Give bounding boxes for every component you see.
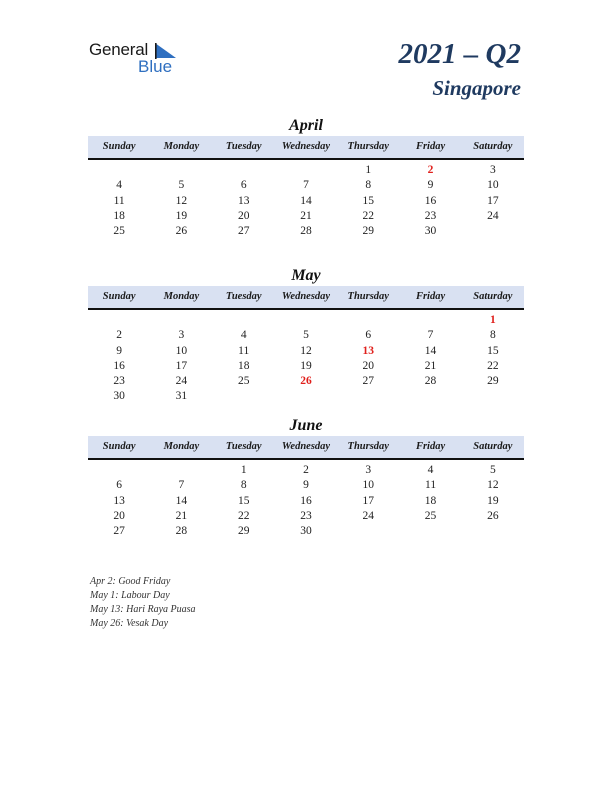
day-cell [88, 163, 150, 178]
holiday-day-cell: 2 [427, 164, 434, 176]
week-row [88, 524, 524, 539]
day-cell: 24 [487, 209, 499, 222]
week-row [88, 463, 524, 478]
day-cell: 7 [303, 179, 309, 192]
day-cell: 8 [240, 479, 247, 492]
day-cell: 13 [113, 494, 125, 507]
day-cell: 19 [487, 494, 499, 507]
weekday-label: Friday [415, 141, 446, 152]
weekday-label: Thursday [347, 441, 389, 452]
day-cell: 10 [362, 479, 375, 492]
weekday-label: Tuesday [225, 291, 262, 302]
day-cell: 21 [300, 209, 312, 222]
day-cell: 13 [237, 194, 250, 207]
day-cell [88, 463, 150, 478]
week-row [88, 194, 524, 209]
weekday-label: Saturday [473, 441, 513, 452]
week-row [88, 224, 524, 239]
day-cell [462, 389, 524, 404]
day-cell: 3 [365, 464, 372, 476]
day-cell: 4 [240, 329, 247, 342]
day-cell: 12 [300, 344, 312, 357]
day-cell: 22 [487, 359, 499, 372]
day-cell [337, 389, 399, 404]
day-cell: 23 [424, 209, 437, 222]
day-cell: 25 [113, 225, 125, 238]
day-cell [275, 389, 337, 404]
weekday-label: Friday [415, 291, 446, 302]
weekday-label: Wednesday [281, 291, 331, 302]
day-cell: 29 [237, 525, 250, 538]
week-row [88, 209, 524, 224]
day-cell: 16 [113, 359, 125, 372]
day-cell: 7 [427, 329, 434, 342]
day-cell: 19 [175, 209, 188, 222]
month-name: April [289, 117, 323, 134]
day-cell: 4 [427, 464, 434, 476]
day-cell [399, 313, 461, 328]
day-cell: 5 [303, 329, 309, 342]
weekday-label: Saturday [473, 141, 513, 152]
day-cell: 15 [237, 494, 250, 507]
day-cell: 6 [240, 179, 247, 192]
day-cell: 24 [175, 375, 188, 388]
week-row [88, 389, 524, 404]
day-cell: 14 [300, 194, 312, 207]
weekday-header [88, 136, 524, 160]
day-cell: 11 [113, 194, 125, 207]
day-cell: 9 [427, 179, 434, 192]
day-cell: 21 [175, 509, 188, 522]
day-cell: 26 [487, 509, 499, 522]
day-cell: 30 [113, 390, 125, 403]
week-row [88, 494, 524, 509]
weekday-label: Tuesday [225, 441, 262, 452]
day-cell: 18 [113, 209, 125, 222]
day-cell: 14 [424, 344, 437, 357]
day-cell: 1 [365, 164, 372, 176]
weekday-label: Sunday [102, 291, 136, 302]
day-cell: 5 [489, 464, 496, 476]
weekday-header [88, 436, 524, 460]
holiday-day-cell: 1 [489, 314, 496, 326]
day-cell [462, 224, 524, 239]
holiday-notes [90, 575, 196, 631]
day-cell [213, 163, 275, 178]
day-cell: 25 [424, 509, 437, 522]
weekday-label: Saturday [473, 291, 513, 302]
day-cell: 29 [487, 375, 499, 388]
day-cell: 17 [175, 359, 188, 372]
month-may [88, 266, 524, 405]
day-cell: 19 [300, 359, 312, 372]
day-cell [213, 389, 275, 404]
day-cell: 6 [116, 479, 123, 492]
day-cell: 11 [238, 344, 250, 357]
weekday-label: Thursday [347, 291, 389, 302]
day-cell: 23 [300, 509, 312, 522]
weekday-label: Thursday [347, 141, 389, 152]
day-cell: 17 [362, 494, 375, 507]
day-cell: 26 [175, 225, 188, 238]
weekday-label: Wednesday [281, 141, 331, 152]
holiday-note: May 1: Labour Day [90, 590, 170, 601]
day-cell: 8 [489, 329, 496, 342]
day-cell: 9 [303, 479, 309, 492]
week-row [88, 359, 524, 374]
day-cell: 16 [300, 494, 312, 507]
day-cell: 5 [178, 179, 185, 192]
logo-blue-text: Blue [138, 57, 173, 76]
week-row [88, 313, 524, 328]
week-row [88, 374, 524, 389]
day-cell [462, 524, 524, 539]
day-cell [337, 313, 399, 328]
day-cell: 9 [116, 344, 123, 357]
day-cell: 11 [425, 479, 437, 492]
day-cell: 18 [424, 494, 437, 507]
day-cell: 21 [424, 359, 437, 372]
day-cell: 22 [237, 509, 250, 522]
day-cell: 12 [175, 194, 188, 207]
day-cell: 28 [424, 375, 437, 388]
week-row [88, 478, 524, 493]
day-cell: 8 [365, 179, 372, 192]
holiday-note: Apr 2: Good Friday [90, 576, 171, 587]
day-cell: 17 [487, 194, 499, 207]
weekday-label: Monday [163, 291, 200, 302]
month-name: May [291, 267, 321, 284]
month-april [88, 116, 524, 239]
day-cell [337, 524, 399, 539]
calendar-grid [88, 463, 524, 539]
day-cell: 22 [362, 209, 375, 222]
day-cell [275, 313, 337, 328]
weekday-label: Sunday [102, 141, 136, 152]
day-cell: 2 [116, 329, 123, 342]
day-cell: 1 [240, 464, 247, 476]
calendar-grid [88, 163, 524, 239]
day-cell: 3 [178, 329, 185, 342]
holiday-note: May 13: Hari Raya Puasa [90, 604, 196, 615]
day-cell [275, 163, 337, 178]
calendar-grid [88, 313, 524, 405]
holiday-day-cell: 13 [362, 344, 375, 357]
day-cell: 4 [116, 179, 123, 192]
day-cell: 27 [362, 375, 375, 388]
week-row [88, 509, 524, 524]
day-cell: 25 [237, 375, 250, 388]
week-row [88, 163, 524, 178]
day-cell: 20 [362, 359, 375, 372]
day-cell: 3 [489, 164, 496, 176]
day-cell [150, 313, 212, 328]
day-cell: 16 [424, 194, 437, 207]
day-cell: 15 [362, 194, 375, 207]
day-cell: 24 [362, 509, 375, 522]
month-june [88, 416, 524, 539]
month-name: June [289, 417, 323, 434]
day-cell: 10 [175, 344, 188, 357]
day-cell: 2 [303, 464, 309, 476]
day-cell: 27 [237, 225, 250, 238]
day-cell: 30 [424, 225, 437, 238]
day-cell: 31 [175, 390, 188, 403]
country-name: Singapore [432, 76, 521, 100]
day-cell: 28 [175, 525, 188, 538]
generalblue-logo [89, 40, 189, 76]
day-cell: 14 [175, 494, 188, 507]
day-cell [399, 524, 461, 539]
day-cell [88, 313, 150, 328]
weekday-label: Monday [163, 441, 200, 452]
day-cell: 29 [362, 225, 375, 238]
day-cell: 23 [113, 375, 125, 388]
week-row [88, 178, 524, 193]
day-cell: 10 [487, 179, 499, 192]
page-title: 2021 – Q2 [398, 38, 521, 70]
weekday-header [88, 286, 524, 310]
day-cell [150, 163, 212, 178]
holiday-note: May 26: Vesak Day [90, 618, 169, 629]
holiday-day-cell: 26 [300, 375, 312, 388]
day-cell: 20 [237, 209, 250, 222]
week-row [88, 328, 524, 343]
weekday-label: Sunday [102, 441, 136, 452]
day-cell: 15 [487, 344, 499, 357]
day-cell: 7 [178, 479, 185, 492]
day-cell: 30 [300, 525, 312, 538]
day-cell: 18 [237, 359, 250, 372]
logo-general-text: General [89, 40, 149, 59]
day-cell [150, 463, 212, 478]
week-row [88, 344, 524, 359]
day-cell [399, 389, 461, 404]
day-cell: 12 [487, 479, 499, 492]
day-cell: 20 [113, 509, 125, 522]
weekday-label: Friday [415, 441, 446, 452]
day-cell: 27 [113, 525, 125, 538]
day-cell: 28 [300, 225, 312, 238]
weekday-label: Tuesday [225, 141, 262, 152]
day-cell: 6 [365, 329, 372, 342]
weekday-label: Monday [163, 141, 200, 152]
day-cell [213, 313, 275, 328]
weekday-label: Wednesday [281, 441, 331, 452]
